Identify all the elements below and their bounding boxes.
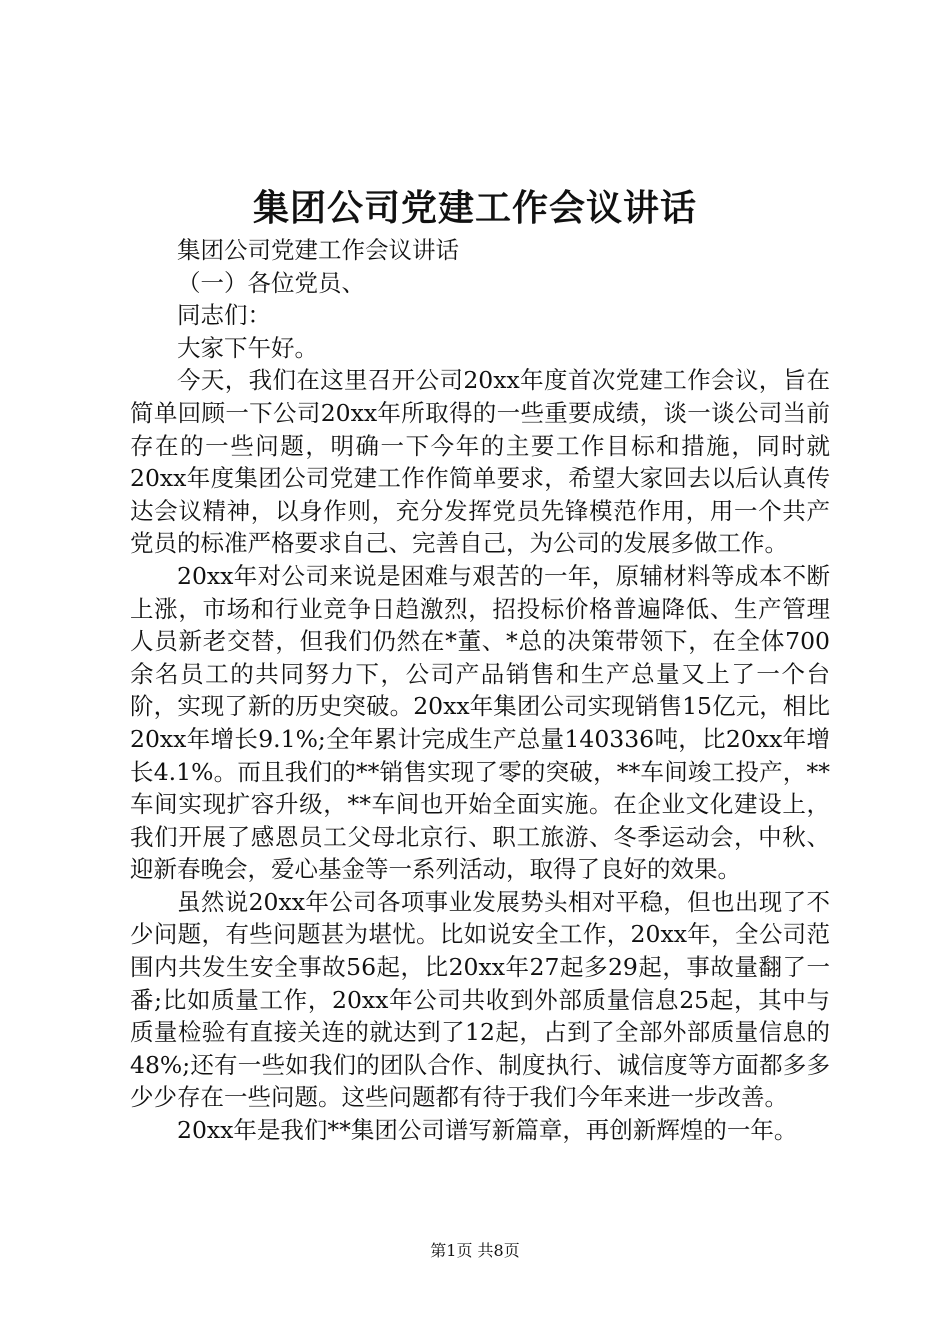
page-number-footer: 第1页 共8页 [430,1241,520,1260]
paragraph-salutation-2: 同志们： [177,301,271,330]
document-body [130,234,830,1147]
paragraph-greeting: 大家下午好。 [177,333,318,362]
paragraph-subtitle: 集团公司党建工作会议讲话 [177,236,459,264]
paragraph-achievements: 20xx年对公司来说是困难与艰苦的一年，原辅材料等成本不断上涨，市场和行业竞争日趋激烈，招投标价格普遍降低、生产管理人员新老交替，但我们仍然在*董、*总的决策带领下，在全体700余名员工的共同努力下，公司产品销售和生产总量又上了一个台阶，实现了新的历史突破。20xx年集团公司实现销售15亿元，相比20xx年增长9.1%;全年累计完成生产总量140336吨，比20xx年增长4.1%。而且我们的**销售实现了零的突破，**车间竣工投产，**车间实现扩容升级，**车间也开始全面实施。在企业文化建设上，我们开展了感恩员工父母北京行、职工旅游、冬季运动会，中秋、迎新春晚会，爱心基金等一系列活动，取得了良好的效果。 [130,561,830,884]
paragraph-problems: 虽然说20xx年公司各项事业发展势头相对平稳，但也出现了不少问题，有些问题甚为堪忧。比如说安全工作，20xx年，全公司范围内共发生安全事故56起，比20xx年27起多29起，事故量翻了一番;比如质量工作，20xx年公司共收到外部质量信息25起，其中与质量检验有直接关连的就达到了12起，占到了全部外部质量信息的48%;还有一些如我们的团队合作、制度执行、诚信度等方面都多多少少存在一些问题。这些问题都有待于我们今年来进一步改善。 [130,887,830,1112]
document-title: 集团公司党建工作会议讲话 [252,187,697,229]
paragraph-salutation-1: （一）各位党员、 [177,268,365,297]
paragraph-outlook: 20xx年是我们**集团公司谱写新篇章，再创新辉煌的一年。 [177,1116,798,1145]
paragraph-intro: 今天，我们在这里召开公司20xx年度首次党建工作会议，旨在简单回顾一下公司20xx年所取得的一些重要成绩，谈一谈公司当前存在的一些问题，明确一下今年的主要工作目标和措施，同时就20xx年度集团公司党建工作作简单要求，希望大家回去以后认真传达会议精神，以身作则，充分发挥党员先锋模范作用，用一个共产党员的标准严格要求自己、完善自己，为公司的发展多做工作。 [130,366,830,558]
